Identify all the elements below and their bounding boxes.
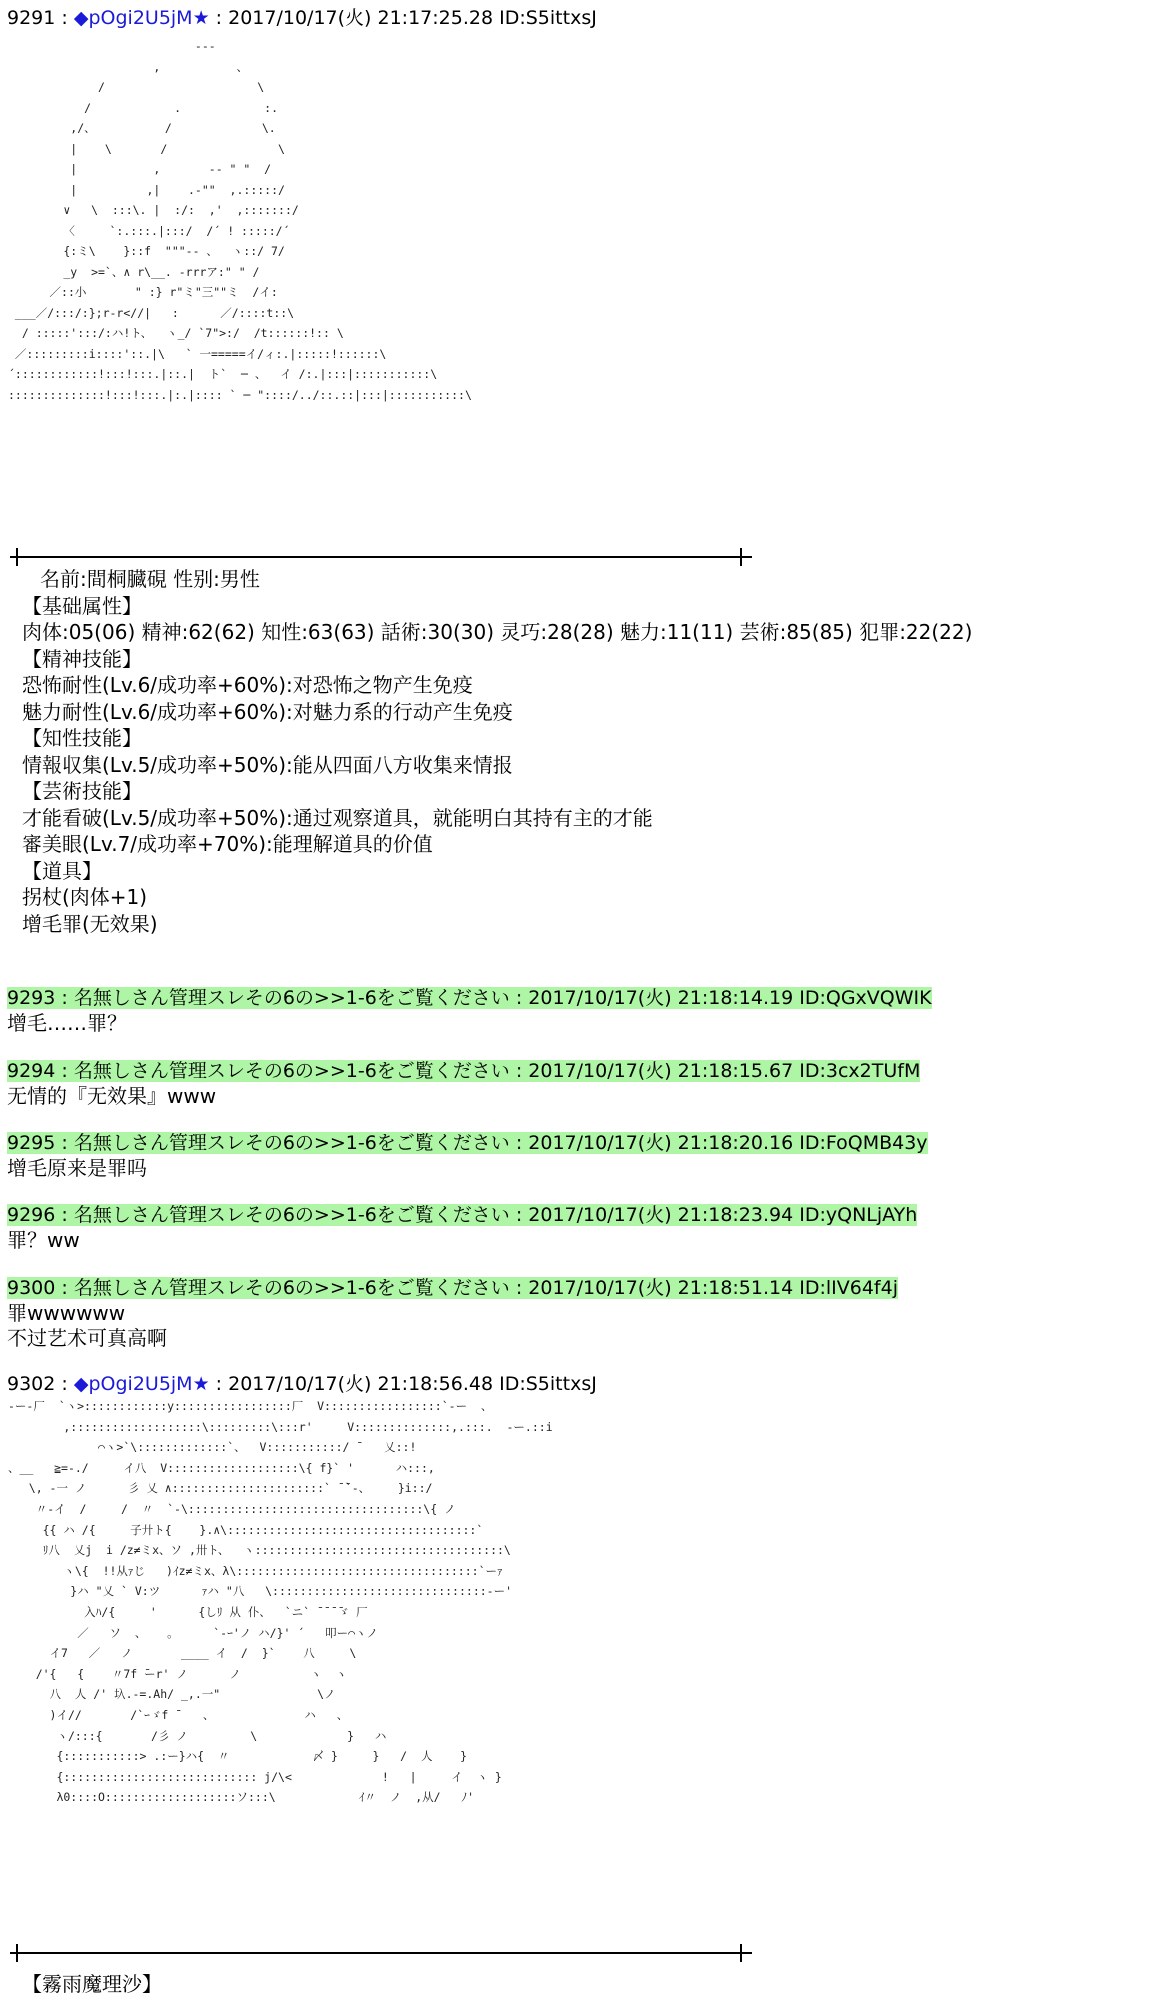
divider-cap-left [16, 548, 18, 566]
post-header: 9291 : ◆pOgi2U5jM★ : 2017/10/17(火) 21:17:25.28 ID:S5ittxsJ [7, 7, 597, 29]
author-name[interactable] [74, 1373, 210, 1395]
divider [10, 1952, 752, 1954]
star-icon: ★ [192, 7, 210, 29]
stats-line: 肉体:05(06) 精神:62(62) 知性:63(63) 話術:30(30) 灵巧:28(28) 魅力:11(11) 芸術:85(85) 犯罪:22(22) [22, 620, 973, 644]
character-label: 【霧雨魔理沙】 [22, 1972, 162, 1996]
skill-line: 恐怖耐性(Lv.6/成功率+60%):对恐怖之物产生免疫 [22, 673, 473, 697]
divider-cap-left [16, 1944, 18, 1962]
skill-line: 魅力耐性(Lv.6/成功率+60%):对魅力系的行动产生免疫 [22, 699, 513, 724]
divider [10, 556, 752, 558]
reply-body: 增毛原来是罪吗 [7, 1156, 147, 1180]
post-datetime: 2017/10/17(火) 21:17:25.28 [228, 7, 494, 29]
reply-body: 不过艺术可真高啊 [7, 1326, 167, 1350]
reply-header[interactable]: 9294 : 名無しさん管理スレその6の>>1-6をご覧ください : 2017/10/17(火) 21:18:15.67 ID:3cx2TUfM [7, 1060, 921, 1082]
trip-code: pOgi2U5jM [88, 1373, 193, 1395]
post-header: 9302 : ◆pOgi2U5jM★ : 2017/10/17(火) 21:18:56.48 ID:S5ittxsJ [7, 1373, 597, 1395]
star-icon: ★ [192, 1373, 210, 1395]
reply-post [7, 1276, 898, 1351]
item-line: 拐杖(肉体+1) [22, 885, 148, 909]
reply-header[interactable]: 9296 : 名無しさん管理スレその6の>>1-6をご覧ください : 2017/10/17(火) 21:18:23.94 ID:yQNLjAYh [7, 1204, 918, 1226]
name-line: 名前:間桐臓硯 性别:男性 [40, 567, 260, 591]
trip-code: pOgi2U5jM [88, 7, 193, 29]
reply-body: 无情的『无效果』www [7, 1084, 217, 1108]
section-header: 【芸術技能】 [22, 779, 142, 803]
reply-body: 增毛……罪？ [7, 1011, 127, 1035]
reply-body: 罪wwwwww [7, 1301, 126, 1325]
skill-line: 才能看破(Lv.5/成功率+50%):通过观察道具，就能明白其持有主的才能 [22, 805, 653, 830]
section-header: 【道具】 [22, 858, 102, 883]
skill-line: 情報収集(Lv.5/成功率+50%):能从四面八方收集来情报 [22, 752, 513, 777]
character-sheet [22, 566, 972, 937]
reply-post [7, 1131, 928, 1181]
divider-cap-right [740, 1944, 742, 1962]
skill-line: 審美眼(Lv.7/成功率+70%):能理解道具的价值 [22, 832, 433, 856]
post-number: 9302 [7, 1373, 56, 1395]
reply-header[interactable]: 9300 : 名無しさん管理スレその6の>>1-6をご覧ください : 2017/10/17(火) 21:18:51.14 ID:lIV64f4j [7, 1277, 898, 1299]
reply-post [7, 1059, 920, 1109]
ascii-art-portrait: --- , 、 / \ / . :. ,/、 / \. | \ / \ | , -- " " / | ,| .-"" ,.:::::/ ∨ \ :::\. | :/: ,' ,:::::::/ 〈 `:.:::.|:::/ /´ ! :::::/´ {:ミ\ }::f """-- 、 ヽ::/ 7/ _y >=`、∧ r\__. -rrrア:" " / ／::小 " :} r"ミ"三""ミ /イ: ___／/:::/:};r-r<//| : ／/::::t::\ / :::::':::/:ハ!ト、 ヽ_/ `7">:/ /t::::::!:: \ ／:::::::::i::::'::.|\ ` 一=====イ/ィ:.|:::::!::::::\ ´::::::::::::!:::!:::.|::.| ト` ─ 、 イ /:.|:::|:::::::::::\ ::::::::::::::!:::!:::.|:.|:::: ` ─ "::::/../::.::|:::|:::::::::::\ [8, 39, 472, 402]
post-id: ID:S5ittxsJ [499, 1373, 597, 1395]
diamond-icon: ◆ [73, 1373, 89, 1395]
reply-header[interactable]: 9295 : 名無しさん管理スレその6の>>1-6をご覧ください : 2017/10/17(火) 21:18:20.16 ID:FoQMB43y [7, 1132, 928, 1154]
post-datetime: 2017/10/17(火) 21:18:56.48 [228, 1373, 494, 1395]
divider-cap-right [740, 548, 742, 566]
item-line: 增毛罪(无效果) [22, 911, 158, 936]
reply-post [7, 986, 932, 1036]
post-number: 9291 [7, 7, 56, 29]
diamond-icon: ◆ [73, 7, 89, 29]
reply-header[interactable]: 9293 : 名無しさん管理スレその6の>>1-6をご覧ください : 2017/10/17(火) 21:18:14.19 ID:QGxVQWIK [7, 987, 932, 1009]
section-header: 【知性技能】 [22, 726, 142, 750]
post-id: ID:S5ittxsJ [499, 7, 597, 29]
reply-body: 罪？ww [7, 1228, 80, 1252]
ascii-art-portrait: -ー-厂 `ヽ>::::::::::::y:::::::::::::::::厂 V:::::::::::::::::`-ー 、 ,:::::::::::::::::::\:::::::::\:::r' V::::::::::::::,.:::. -ー.::i ⌒ヽ>`\:::::::::::::`、 V:::::::::::/ ̄ 乂::! 、__ ≧=-./ イ八 V:::::::::::::::::::\{ f}` ' ハ:::, \, -一 ノ 彡 乂 ∧::::::::::::::::::::::` ̄ ̄`-、 }i::/ 〃-イ / / 〃 `-\::::::::::::::::::::::::::::::::::\{ ノ {{ ハ /{ 子廾ト{ }.∧\::::::::::::::::::::::::::::::::::::` ﾘ八 乂j i /z≠ミx、ソ ,卅ト、 ヽ::::::::::::::::::::::::::::::::::::\ ヽ\{ !!从ｧじ )ｲz≠ミx、λ\:::::::::::::::::::::::::::::::::::`ーｧ }ハ "乂 ` V:ツ ｧハ "八 \:::::::::::::::::::::::::::::::-ー' 入ﾊ/{ ' {しﾘ 从 仆、 `ニ` ̄ ̄ ̄ ̄ゞ 厂 ／ ソ 、 。 `-ｰ'ノ ハ/}' ´ 叩ー⌒ヽノ イ7 ／ ノ ____ イ / }` 八 \ /'{ { 〃7f ̄ーr' ノ ノ ヽ ヽ 八 人 /' 圦.-=.Ah/ _,.一" \ノ )イ// /`ｰゞf ̄ 、 ハ 、 ヽ/:::{ /彡 ノ \ } ハ {:::::::::::> .:ー}ハ{ 〃 〆 } } / 人 } {:::::::::::::::::::::::::::: j/\< ! | イ ヽ } λ0::::O:::::::::::::::::::ソ:::\ ｲ〃 ノ ,从/ ﾉ' [8, 1399, 553, 1805]
author-name[interactable] [74, 7, 210, 29]
reply-post [7, 1203, 917, 1253]
section-header: 【基础属性】 [22, 593, 142, 618]
section-header: 【精神技能】 [22, 646, 142, 671]
